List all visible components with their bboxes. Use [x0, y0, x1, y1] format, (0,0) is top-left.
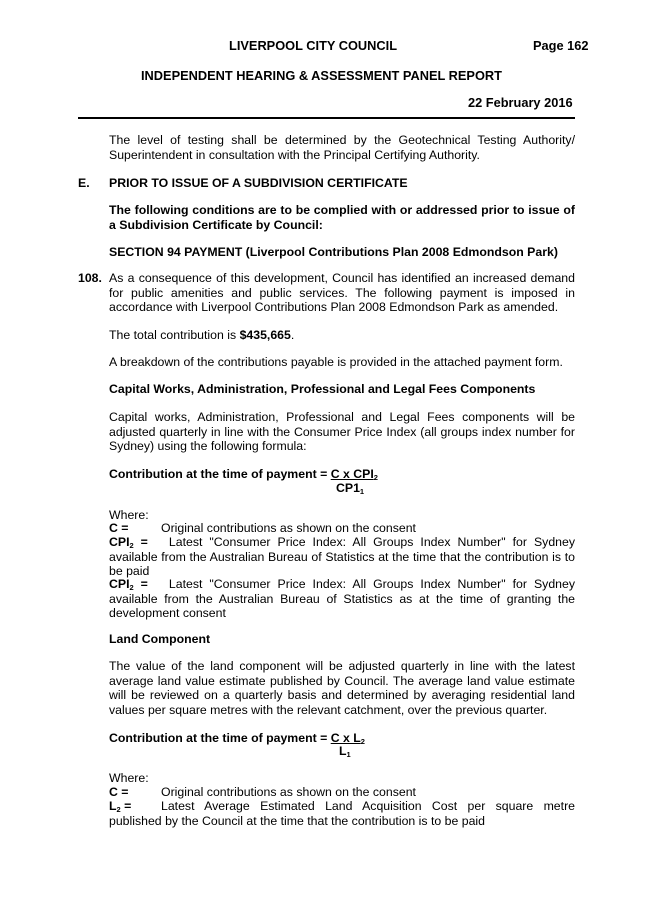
total-amount: $435,665: [239, 328, 291, 342]
breakdown-text: A breakdown of the contributions payable is provided in the attached payment form.: [109, 355, 563, 369]
condition-text: As a consequence of this development, Council has identified an increased demand for public amenities and public services. The following payment is imposed in accordance with Liverpool Contributions Plan 2008 Edmondson Park as amended.: [109, 271, 575, 315]
header-rule: [78, 117, 575, 119]
capital-text: Capital works, Administration, Professional and Legal Fees components will be adjusted quarterly in line with the Consumer Price Index (all groups index number for Sydney) using the following formula:: [109, 410, 575, 454]
section-title: PRIOR TO ISSUE OF A SUBDIVISION CERTIFICATE: [109, 176, 408, 190]
total-suffix: .: [290, 328, 295, 342]
land-heading: Land Component: [109, 632, 211, 646]
section-subheading: SECTION 94 PAYMENT (Liverpool Contributions Plan 2008 Edmondson Park): [109, 245, 558, 259]
section-letter: E.: [78, 176, 90, 190]
land-def-c: C = Original contributions as shown on the consent: [109, 785, 416, 799]
land-def-l2: $L_2$ = Latest Average Estimated Land Acquisition Cost per square metre published by the Council at the time that the contribution is to be paid: [109, 799, 575, 828]
land-formula-label: Contribution at the time of payment =: [109, 731, 331, 745]
capital-where: Where:: [109, 508, 149, 522]
land-text: The value of the land component will be adjusted quarterly in line with the latest average land value estimate published by Council. The average land value estimate will be reviewed on a quarterly basis and determined by averaging residential land values per square metres with the relevant catchment, over the previous quarter.: [109, 659, 575, 718]
capital-formula-denominator: $CP1_1$: [336, 481, 365, 496]
capital-heading: Capital Works, Administration, Professional and Legal Fees Components: [109, 382, 536, 396]
report-title: INDEPENDENT HEARING & ASSESSMENT PANEL REPORT: [141, 68, 502, 83]
council-name: LIVERPOOL CITY COUNCIL: [229, 38, 398, 53]
land-where: Where:: [109, 771, 149, 785]
capital-def-cpi2: $CPI_2$ = Latest "Consumer Price Index: All Groups Index Number" for Sydney available from the Australian Bureau of Statistics at the time that the contribution is to be paid: [109, 535, 575, 579]
page-number: Page 162: [533, 38, 589, 53]
condition-number: 108.: [78, 271, 102, 285]
capital-formula-numerator: C x $CPI_2$: [330, 467, 378, 482]
section-lead: The following conditions are to be complied with or addressed prior to issue of a Subdivision Certificate by Council:: [109, 203, 575, 232]
total-prefix: The total contribution is: [109, 328, 240, 342]
report-date: 22 February 2016: [468, 95, 573, 110]
capital-formula: [109, 467, 378, 482]
capital-def-c: C = Original contributions as shown on the consent: [109, 521, 416, 535]
capital-def-cpi1: $CPI_2$ = Latest "Consumer Price Index: All Groups Index Number" for Sydney available from the Australian Bureau of Statistics as at the time of granting the development consent: [109, 577, 575, 621]
intro-paragraph: The level of testing shall be determined by the Geotechnical Testing Authority/ Superintendent in consultation with the Principal Certifying Authority.: [109, 133, 575, 162]
land-formula-numerator: C x $L_2$: [330, 731, 365, 746]
capital-formula-label: Contribution at the time of payment =: [109, 467, 331, 481]
land-formula: [109, 731, 365, 746]
land-formula-denominator: $L_1$: [339, 744, 351, 759]
total-contribution: [109, 328, 294, 343]
